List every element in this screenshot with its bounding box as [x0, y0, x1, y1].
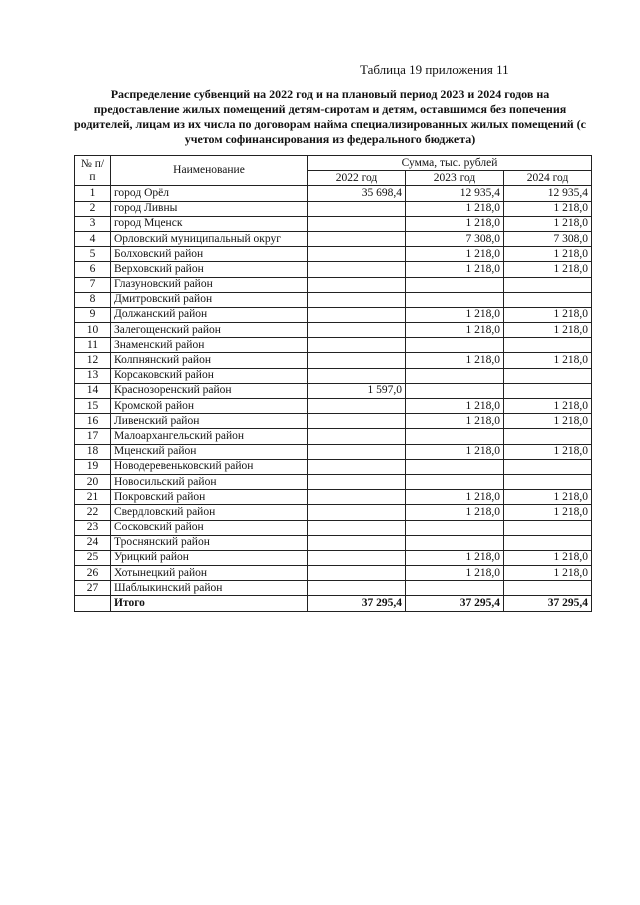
row-value-2023: 1 218,0: [406, 566, 504, 581]
row-value-2022: 1 597,0: [308, 383, 406, 398]
row-value-2022: [308, 550, 406, 565]
row-number: 15: [75, 399, 111, 414]
row-value-2023: 1 218,0: [406, 550, 504, 565]
row-name: Троснянский район: [111, 535, 308, 550]
row-value-2022: [308, 292, 406, 307]
row-value-2022: [308, 247, 406, 262]
row-value-2023: [406, 474, 504, 489]
table-row: [75, 277, 592, 292]
table-row: [75, 474, 592, 489]
row-name: Верховский район: [111, 262, 308, 277]
row-value-2022: [308, 581, 406, 596]
row-value-2023: [406, 338, 504, 353]
row-number: 26: [75, 566, 111, 581]
row-name: Покровский район: [111, 490, 308, 505]
row-value-2022: [308, 353, 406, 368]
row-number: 4: [75, 231, 111, 246]
table-row: [75, 231, 592, 246]
table-row: [75, 307, 592, 322]
table-row: [75, 338, 592, 353]
row-name: Новосильский район: [111, 474, 308, 489]
row-value-2024: 12 935,4: [504, 186, 592, 201]
row-value-2024: 1 218,0: [504, 490, 592, 505]
total-2024: 37 295,4: [504, 596, 592, 611]
table-row: [75, 459, 592, 474]
header-sum: Сумма, тыс. рублей: [308, 156, 592, 171]
row-value-2023: 7 308,0: [406, 231, 504, 246]
row-value-2022: [308, 474, 406, 489]
row-value-2024: 1 218,0: [504, 216, 592, 231]
row-value-2023: 1 218,0: [406, 262, 504, 277]
subsidy-table: [74, 155, 592, 612]
header-year-2024: 2024 год: [504, 171, 592, 186]
row-value-2024: 1 218,0: [504, 262, 592, 277]
row-value-2023: [406, 581, 504, 596]
row-value-2024: [504, 429, 592, 444]
row-value-2024: [504, 474, 592, 489]
row-value-2022: [308, 490, 406, 505]
row-name: Орловский муниципальный округ: [111, 231, 308, 246]
table-row: [75, 186, 592, 201]
row-value-2022: [308, 277, 406, 292]
row-value-2024: 1 218,0: [504, 353, 592, 368]
table-row: [75, 383, 592, 398]
row-value-2024: 1 218,0: [504, 566, 592, 581]
table-caption: Таблица 19 приложения 11: [360, 62, 509, 77]
row-number: 13: [75, 368, 111, 383]
row-value-2022: [308, 338, 406, 353]
row-number: 21: [75, 490, 111, 505]
table-row: [75, 247, 592, 262]
row-value-2024: [504, 338, 592, 353]
total-2023: 37 295,4: [406, 596, 504, 611]
row-value-2023: [406, 292, 504, 307]
table-row: [75, 429, 592, 444]
total-label: Итого: [111, 596, 308, 611]
table-row: [75, 444, 592, 459]
document-title: Распределение субвенций на 2022 год и на плановый период 2023 и 2024 годов на предоставление жилых помещений детям-сиротам и детям, оставшимся без попечения родителей, лицам из их числа по договорам найма специализированных жилых помещений (с учетом софинансирования из федерального бюджета): [74, 87, 586, 146]
row-value-2024: 1 218,0: [504, 201, 592, 216]
row-number: 14: [75, 383, 111, 398]
row-name: Залегощенский район: [111, 323, 308, 338]
row-value-2022: [308, 414, 406, 429]
row-number: 17: [75, 429, 111, 444]
row-name: город Ливны: [111, 201, 308, 216]
row-value-2024: 1 218,0: [504, 550, 592, 565]
row-value-2024: [504, 368, 592, 383]
row-value-2023: 1 218,0: [406, 247, 504, 262]
row-name: Малоархангельский район: [111, 429, 308, 444]
row-number: 24: [75, 535, 111, 550]
row-name: Ливенский район: [111, 414, 308, 429]
row-number: 23: [75, 520, 111, 535]
row-value-2023: 1 218,0: [406, 505, 504, 520]
table-row: [75, 566, 592, 581]
row-name: Знаменский район: [111, 338, 308, 353]
row-value-2023: [406, 535, 504, 550]
row-number: 12: [75, 353, 111, 368]
row-name: Корсаковский район: [111, 368, 308, 383]
table-row: [75, 353, 592, 368]
row-number: 10: [75, 323, 111, 338]
row-name: Шаблыкинский район: [111, 581, 308, 596]
row-value-2023: 1 218,0: [406, 323, 504, 338]
total-2022: 37 295,4: [308, 596, 406, 611]
row-value-2024: [504, 292, 592, 307]
row-name: Новодеревеньковский район: [111, 459, 308, 474]
row-value-2023: 1 218,0: [406, 444, 504, 459]
table-row: [75, 216, 592, 231]
row-value-2023: [406, 459, 504, 474]
row-value-2022: [308, 520, 406, 535]
row-value-2023: [406, 520, 504, 535]
row-number: 6: [75, 262, 111, 277]
row-number: 19: [75, 459, 111, 474]
row-value-2022: [308, 535, 406, 550]
row-value-2023: [406, 368, 504, 383]
row-value-2022: [308, 323, 406, 338]
table-body: [75, 186, 592, 596]
row-number: 16: [75, 414, 111, 429]
table-row: [75, 520, 592, 535]
row-name: Хотынецкий район: [111, 566, 308, 581]
row-value-2024: 1 218,0: [504, 323, 592, 338]
row-value-2024: 1 218,0: [504, 307, 592, 322]
table-row: [75, 581, 592, 596]
row-name: Краснозоренский район: [111, 383, 308, 398]
row-name: Урицкий район: [111, 550, 308, 565]
row-value-2023: 12 935,4: [406, 186, 504, 201]
row-value-2022: 35 698,4: [308, 186, 406, 201]
row-value-2022: [308, 262, 406, 277]
row-number: 20: [75, 474, 111, 489]
row-number: 1: [75, 186, 111, 201]
row-name: Глазуновский район: [111, 277, 308, 292]
row-value-2023: [406, 429, 504, 444]
total-row: [75, 596, 592, 611]
row-number: 2: [75, 201, 111, 216]
header-name: Наименование: [111, 156, 308, 186]
table-row: [75, 323, 592, 338]
row-name: Болховский район: [111, 247, 308, 262]
row-value-2024: 1 218,0: [504, 247, 592, 262]
table-row: [75, 368, 592, 383]
row-number: 11: [75, 338, 111, 353]
row-value-2022: [308, 429, 406, 444]
row-name: Должанский район: [111, 307, 308, 322]
table-row: [75, 535, 592, 550]
total-num-cell: [75, 596, 111, 611]
row-number: 25: [75, 550, 111, 565]
row-number: 22: [75, 505, 111, 520]
row-value-2022: [308, 444, 406, 459]
row-value-2022: [308, 459, 406, 474]
row-value-2023: 1 218,0: [406, 353, 504, 368]
table-row: [75, 262, 592, 277]
row-value-2022: [308, 368, 406, 383]
row-value-2024: 7 308,0: [504, 231, 592, 246]
row-value-2023: [406, 383, 504, 398]
row-value-2024: [504, 383, 592, 398]
row-value-2024: [504, 520, 592, 535]
table-row: [75, 550, 592, 565]
row-value-2023: 1 218,0: [406, 201, 504, 216]
table-row: [75, 399, 592, 414]
row-name: город Мценск: [111, 216, 308, 231]
row-value-2023: [406, 277, 504, 292]
row-value-2024: [504, 535, 592, 550]
table-row: [75, 505, 592, 520]
row-value-2023: 1 218,0: [406, 399, 504, 414]
row-number: 5: [75, 247, 111, 262]
row-name: Дмитровский район: [111, 292, 308, 307]
header-year-2023: 2023 год: [406, 171, 504, 186]
row-name: Свердловский район: [111, 505, 308, 520]
table-row: [75, 414, 592, 429]
table-row: [75, 201, 592, 216]
row-name: Сосковский район: [111, 520, 308, 535]
row-value-2022: [308, 231, 406, 246]
row-value-2023: 1 218,0: [406, 216, 504, 231]
row-name: Кромской район: [111, 399, 308, 414]
row-value-2024: 1 218,0: [504, 444, 592, 459]
row-value-2023: 1 218,0: [406, 307, 504, 322]
row-value-2022: [308, 505, 406, 520]
row-value-2022: [308, 566, 406, 581]
table-row: [75, 490, 592, 505]
row-value-2022: [308, 399, 406, 414]
row-value-2023: 1 218,0: [406, 490, 504, 505]
row-number: 27: [75, 581, 111, 596]
row-name: Колпнянский район: [111, 353, 308, 368]
table-row: [75, 292, 592, 307]
row-name: город Орёл: [111, 186, 308, 201]
row-value-2022: [308, 307, 406, 322]
row-value-2022: [308, 201, 406, 216]
row-number: 3: [75, 216, 111, 231]
row-value-2024: 1 218,0: [504, 399, 592, 414]
row-number: 8: [75, 292, 111, 307]
row-name: Мценский район: [111, 444, 308, 459]
row-value-2022: [308, 216, 406, 231]
header-year-2022: 2022 год: [308, 171, 406, 186]
row-number: 9: [75, 307, 111, 322]
row-value-2024: [504, 581, 592, 596]
row-value-2023: 1 218,0: [406, 414, 504, 429]
row-number: 18: [75, 444, 111, 459]
row-number: 7: [75, 277, 111, 292]
row-value-2024: 1 218,0: [504, 505, 592, 520]
row-value-2024: [504, 459, 592, 474]
row-value-2024: [504, 277, 592, 292]
row-value-2024: 1 218,0: [504, 414, 592, 429]
header-num: № п/п: [75, 156, 111, 186]
